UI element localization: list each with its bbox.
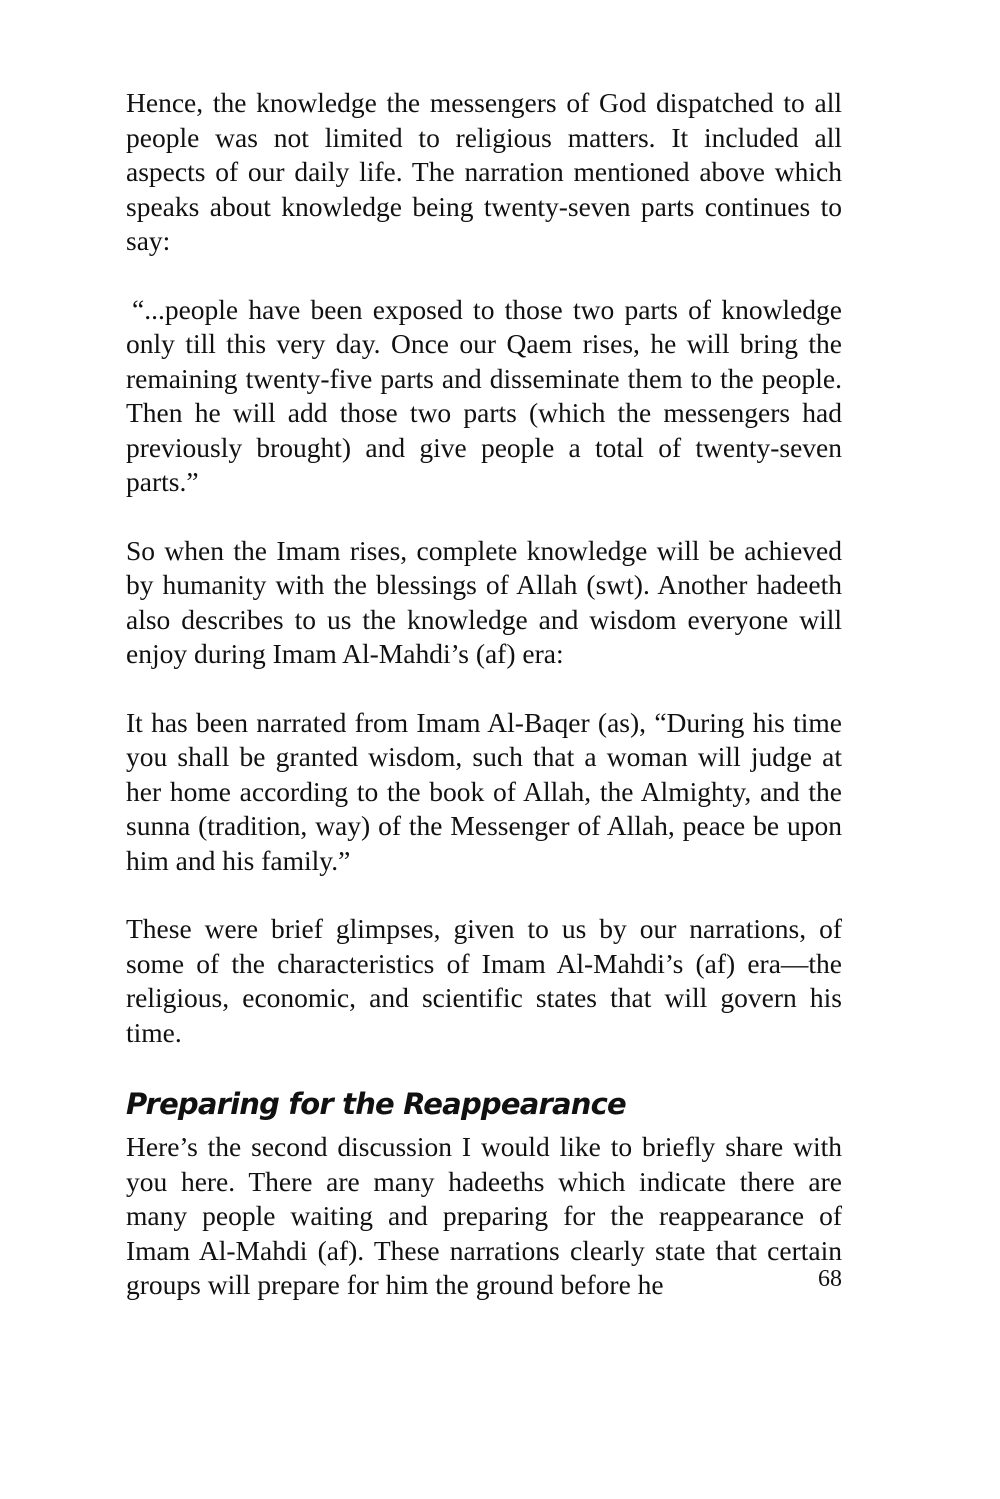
paragraph-complete-knowledge: So when the Imam rises, complete knowledge will be achieved by humanity with the blessings of Allah (swt). Another hadeeth also describes to us the knowledge and wisdom everyone will enjoy during Imam Al-Mahdi’s (af) era: [126, 534, 842, 669]
paragraph-imam-al-baqer-narration: It has been narrated from Imam Al-Baqer (as), “During his time you shall be granted wisdom, such that a woman will judge at her home according to the book of Allah, the Almighty, and the sunna (tradition, way) of the Messenger of Allah, peace be upon him and his family.” [126, 706, 842, 876]
paragraph-second-discussion: Here’s the second discussion I would like to briefly share with you here. There are many hadeeths which indicate there are many people waiting and preparing for the reappearance of Imam Al-Mahdi (af). These narrations clearly state that certain groups will prepare for him the ground before he [126, 1131, 842, 1300]
section-heading: Preparing for the Reappearance [126, 1087, 626, 1121]
paragraph-brief-glimpses: These were brief glimpses, given to us by our narrations, of some of the characteristics of Imam Al-Mahdi’s (af) era—the religious, economic, and scientific states that will govern his time. [126, 913, 842, 1048]
paragraph-knowledge-not-limited: Hence, the knowledge the messengers of God dispatched to all people was not limited to religious matters. It included all aspects of our daily life. The narration mentioned above which speaks about knowledge being twenty-seven parts continues to say: [126, 87, 842, 256]
page-number: 68 [818, 1266, 842, 1292]
quote-twenty-seven-parts: “...people have been exposed to those two parts of knowledge only till this very day. Once our Qaem rises, he will bring the remaining twenty-five parts and disseminate them to the people. Then he will add those two parts (which the messengers had previously brought) and give people a total of twenty-seven parts.” [126, 293, 842, 497]
page-body [126, 86, 842, 1303]
